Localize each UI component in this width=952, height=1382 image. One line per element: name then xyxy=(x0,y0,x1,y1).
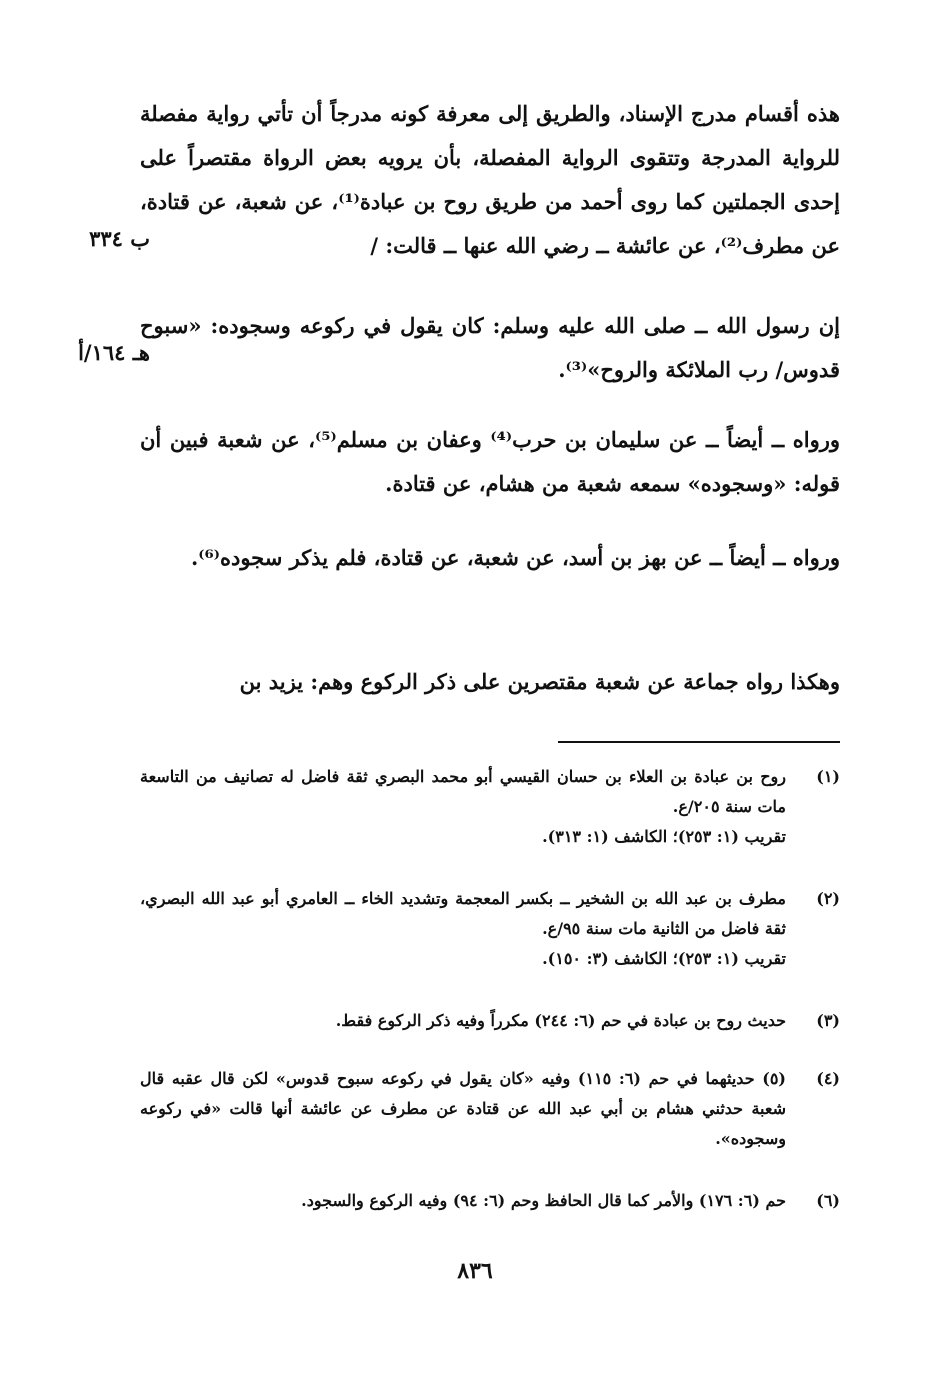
main-paragraph-4: ورواه ــ أيضاً ــ عن بهز بن أسد، عن شعبة، عن قتادة، فلم يذكر سجوده⁽⁶⁾. xyxy=(190,545,840,570)
footnote-3 xyxy=(140,1006,840,1036)
footnote-body: روح بن عبادة بن العلاء بن حسان القيسي أبو محمد البصري ثقة فاضل له تصانيف من التاسعة مات سنة ٢٠٥/ع. xyxy=(140,767,786,816)
footnote-reference: تقريب (١: ٢٥٣)؛ الكاشف (١: ٣١٣). xyxy=(542,827,786,846)
footnote-6 xyxy=(140,1186,840,1216)
footnote-1 xyxy=(140,762,840,852)
margin-note-manuscript-h: هـ ١٦٤/أ xyxy=(78,340,150,365)
page-number: ٨٣٦ xyxy=(457,1258,493,1284)
footnote-4 xyxy=(140,1064,840,1154)
main-paragraph-2: إن رسول الله ــ صلى الله عليه وسلم: كان يقول في ركوعه وسجوده: «سبوح قدوس/ رب الملائكة والروح»⁽³⁾. xyxy=(140,313,840,382)
footnote-body: (٥) حديثهما في حم (٦: ١١٥) وفيه «كان يقول في ركوعه سبوح قدوس» لكن قال عقبه قال شعبة حدثني هشام بن أبي عبد الله عن قتادة عن مطرف عن عائشة أنها قالت «في ركوعه وسجوده». xyxy=(140,1069,786,1148)
footnote-number: (٤) xyxy=(816,1069,840,1088)
footnote-number: (٣) xyxy=(816,1011,840,1030)
footnote-number: (٦) xyxy=(816,1191,840,1210)
main-paragraph-5: وهكذا رواه جماعة عن شعبة مقتصرين على ذكر الركوع وهم: يزيد بن xyxy=(239,669,840,694)
footnote-separator xyxy=(558,741,840,743)
footnote-body: مطرف بن عبد الله بن الشخير ــ بكسر المعجمة وتشديد الخاء ــ العامري أبو عبد الله البصري، ثقة فاضل من الثانية مات سنة ٩٥/ع. xyxy=(140,889,786,938)
footnote-2 xyxy=(140,884,840,974)
main-paragraph-1: هذه أقسام مدرج الإسناد، والطريق إلى معرفة كونه مدرجاً أن تأتي رواية مفصلة للرواية المدرجة وتتقوى الرواية المفصلة، بأن يرويه بعض الرواة مقتصراً على إحدى الجملتين كما روى أحمد من طريق روح بن عبادة⁽¹⁾، عن شعبة، عن قتادة، عن مطرف⁽²⁾، عن عائشة ــ رضي الله عنها ــ قالت: / xyxy=(140,101,840,258)
footnote-reference: تقريب (١: ٢٥٣)؛ الكاشف (٣: ١٥٠). xyxy=(542,949,786,968)
footnote-body: حديث روح بن عبادة في حم (٦: ٢٤٤) مكرراً وفيه ذكر الركوع فقط. xyxy=(335,1011,786,1030)
main-paragraph-3: ورواه ــ أيضاً ــ عن سليمان بن حرب⁽⁴⁾ وعفان بن مسلم⁽⁵⁾، عن شعبة فبين أن قوله: «وسجوده» سمعه شعبة من هشام، عن قتادة. xyxy=(140,427,841,496)
footnote-body: حم (٦: ١٧٦) والأمر كما قال الحافظ وحم (٦: ٩٤) وفيه الركوع والسجود. xyxy=(301,1191,786,1210)
footnote-number: (٢) xyxy=(816,889,840,908)
footnote-number: (١) xyxy=(816,767,840,786)
margin-note-manuscript-b: ب ٣٣٤ xyxy=(89,226,150,251)
